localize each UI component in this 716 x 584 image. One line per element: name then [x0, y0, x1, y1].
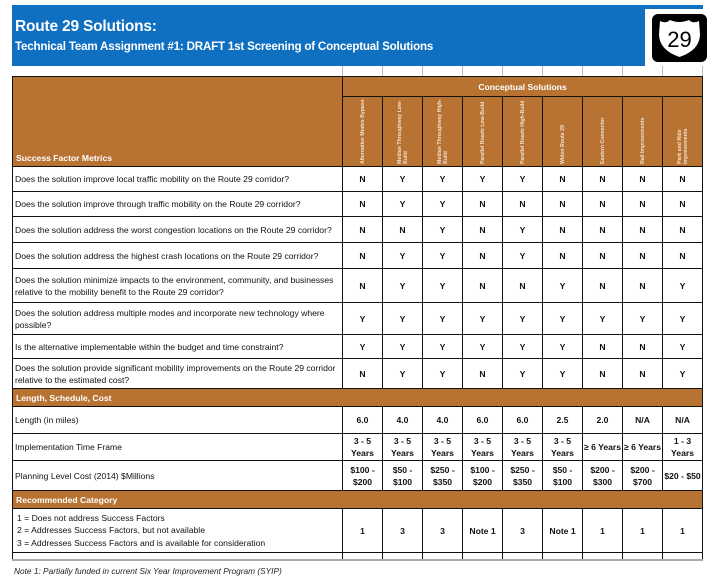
page-subtitle: Technical Team Assignment #1: DRAFT 1st Screening of Conceptual Solutions — [15, 40, 434, 53]
solution-column-header — [503, 97, 543, 167]
lsc-value-cell: $100 - $200 — [343, 461, 383, 491]
metric-value-cell: Y — [503, 217, 543, 243]
lsc-value-cell: 3 - 5 Years — [503, 434, 543, 461]
recommended-value-cell: Note 1 — [463, 509, 503, 553]
solution-header-wrap — [343, 97, 382, 166]
gridline — [382, 66, 383, 76]
lsc-value-cell: 2.5 — [543, 407, 583, 434]
solution-column-header — [383, 97, 423, 167]
empty-cell — [503, 553, 543, 561]
gridline — [462, 66, 463, 76]
length-schedule-cost-header: Length, Schedule, Cost — [13, 389, 703, 407]
recommended-value-cell: 1 — [663, 509, 703, 553]
solution-column-header — [663, 97, 703, 167]
lsc-value-cell: 1 - 3 Years — [663, 434, 703, 461]
metric-value-cell: N — [623, 359, 663, 389]
metric-value-cell: Y — [423, 335, 463, 359]
metric-value-cell: N — [503, 192, 543, 217]
metric-value-cell: N — [583, 335, 623, 359]
metric-question: Does the solution minimize impacts to the environment, community, and businesses relative to the mobility benefit to the Route 29 corridor? — [13, 269, 343, 303]
section-header-row — [13, 491, 703, 509]
solution-header-label: Median Throughway High-Build — [436, 99, 449, 164]
metric-value-cell: Y — [383, 269, 423, 303]
metric-value-cell: N — [623, 269, 663, 303]
metric-row — [13, 167, 703, 192]
metric-question: Does the solution provide significant mobility improvements on the Route 29 corridor relative to the estimated cost? — [13, 359, 343, 389]
metric-value-cell: Y — [383, 192, 423, 217]
metric-value-cell: N — [543, 167, 583, 192]
recommended-category-header: Recommended Category — [13, 491, 703, 509]
lsc-value-cell: 6.0 — [463, 407, 503, 434]
lsc-value-cell: ≥ 6 Years — [583, 434, 623, 461]
metric-value-cell: Y — [503, 167, 543, 192]
lsc-label: Planning Level Cost (2014) $Millions — [13, 461, 343, 491]
recommended-value-cell: 1 — [623, 509, 663, 553]
metric-value-cell: Y — [543, 335, 583, 359]
legend-item: 3 = Addresses Success Factors and is available for consideration — [17, 537, 266, 548]
bottom-strip — [13, 553, 703, 561]
lsc-value-cell: 3 - 5 Years — [543, 434, 583, 461]
metric-value-cell: N — [463, 269, 503, 303]
solution-header-wrap — [463, 97, 502, 166]
lsc-value-cell: 3 - 5 Years — [463, 434, 503, 461]
metric-value-cell: Y — [663, 335, 703, 359]
recommended-value-cell: 1 — [583, 509, 623, 553]
metric-question: Does the solution address multiple modes and incorporate new technology where possible? — [13, 303, 343, 335]
metric-value-cell: N — [343, 167, 383, 192]
metric-value-cell: Y — [623, 303, 663, 335]
solution-column-header — [583, 97, 623, 167]
lsc-value-cell: ≥ 6 Years — [623, 434, 663, 461]
metric-value-cell: N — [343, 243, 383, 269]
lsc-row — [13, 434, 703, 461]
metric-value-cell: N — [463, 243, 503, 269]
solution-header-label: Rail Improvements — [639, 117, 646, 164]
metric-value-cell: Y — [503, 303, 543, 335]
metric-question: Does the solution address the worst congestion locations on the Route 29 corridor? — [13, 217, 343, 243]
solution-header-wrap — [503, 97, 542, 166]
metric-value-cell: Y — [463, 335, 503, 359]
gridline — [502, 66, 503, 76]
section-header-row — [13, 389, 703, 407]
metric-question: Does the solution improve through traffic mobility on the Route 29 corridor? — [13, 192, 343, 217]
footnote: Note 1: Partially funded in current Six Year Improvement Program (SYIP) — [14, 566, 282, 576]
lsc-value-cell: $50 - $100 — [543, 461, 583, 491]
metric-value-cell: N — [623, 167, 663, 192]
metric-value-cell: Y — [663, 359, 703, 389]
metric-question: Does the solution improve local traffic mobility on the Route 29 corridor? — [13, 167, 343, 192]
solution-header-label: Alternative Modes Bypass — [359, 99, 366, 164]
lsc-value-cell: 3 - 5 Years — [343, 434, 383, 461]
lsc-value-cell: 4.0 — [423, 407, 463, 434]
empty-cell — [423, 553, 463, 561]
gridline — [342, 66, 343, 76]
solution-column-header — [463, 97, 503, 167]
metric-value-cell: N — [583, 167, 623, 192]
metric-value-cell: N — [623, 335, 663, 359]
metric-value-cell: Y — [343, 335, 383, 359]
metric-value-cell: Y — [663, 303, 703, 335]
lsc-value-cell: $20 - $50 — [663, 461, 703, 491]
page-title: Route 29 Solutions: — [15, 18, 157, 35]
metric-value-cell: Y — [543, 269, 583, 303]
metric-row — [13, 243, 703, 269]
solution-header-label: Widen Route 29 — [559, 125, 566, 164]
metric-value-cell: Y — [463, 167, 503, 192]
empty-cell — [543, 553, 583, 561]
metric-value-cell: N — [663, 167, 703, 192]
metric-value-cell: N — [343, 359, 383, 389]
metric-row — [13, 192, 703, 217]
metric-value-cell: N — [663, 243, 703, 269]
solution-header-label: Parallel Roads Low-Build — [479, 101, 486, 164]
solution-column-header — [343, 97, 383, 167]
metric-value-cell: N — [383, 217, 423, 243]
metric-value-cell: N — [663, 217, 703, 243]
lsc-label: Length (in miles) — [13, 407, 343, 434]
spacer-row — [12, 66, 703, 76]
metric-question: Does the solution address the highest crash locations on the Route 29 corridor? — [13, 243, 343, 269]
metric-row — [13, 269, 703, 303]
solution-header-label: Park and Ride Improvements — [676, 128, 689, 164]
metric-value-cell: Y — [543, 303, 583, 335]
solution-header-wrap — [623, 97, 662, 166]
us-route-shield-icon — [652, 14, 707, 62]
metric-value-cell: Y — [383, 167, 423, 192]
metric-row — [13, 303, 703, 335]
lsc-value-cell: $200 - $700 — [623, 461, 663, 491]
metric-value-cell: Y — [543, 359, 583, 389]
metric-value-cell: N — [543, 243, 583, 269]
metric-question: Is the alternative implementable within the budget and time constraint? — [13, 335, 343, 359]
recommended-value-cell: 3 — [503, 509, 543, 553]
solution-header-wrap — [543, 97, 582, 166]
lsc-value-cell: $50 - $100 — [383, 461, 423, 491]
recommended-value-cell: 1 — [343, 509, 383, 553]
screening-table — [12, 76, 703, 561]
lsc-value-cell: 6.0 — [503, 407, 543, 434]
metric-value-cell: Y — [423, 167, 463, 192]
lsc-value-cell: 3 - 5 Years — [423, 434, 463, 461]
empty-cell — [623, 553, 663, 561]
lsc-value-cell: N/A — [623, 407, 663, 434]
lsc-row — [13, 461, 703, 491]
metric-value-cell: Y — [383, 359, 423, 389]
metric-value-cell: N — [623, 217, 663, 243]
metric-value-cell: N — [343, 192, 383, 217]
recommended-value-cell: 3 — [423, 509, 463, 553]
gridline — [542, 66, 543, 76]
lsc-value-cell: $100 - $200 — [463, 461, 503, 491]
metric-value-cell: Y — [383, 303, 423, 335]
metric-value-cell: N — [463, 217, 503, 243]
metric-value-cell: Y — [503, 359, 543, 389]
solution-header-label: Eastern Connector — [599, 117, 606, 164]
lsc-value-cell: $200 - $300 — [583, 461, 623, 491]
empty-cell — [463, 553, 503, 561]
metric-value-cell: N — [583, 269, 623, 303]
gridline — [582, 66, 583, 76]
gridline — [622, 66, 623, 76]
metric-value-cell: N — [583, 359, 623, 389]
metric-value-cell: Y — [663, 269, 703, 303]
metric-value-cell: N — [663, 192, 703, 217]
solution-header-label: Median Throughway Low-Build — [396, 100, 409, 164]
gridline — [422, 66, 423, 76]
metric-value-cell: Y — [423, 217, 463, 243]
gridline — [702, 66, 703, 76]
metric-value-cell: Y — [503, 243, 543, 269]
metric-value-cell: Y — [423, 192, 463, 217]
legend-item: 2 = Addresses Success Factors, but not available — [17, 525, 205, 536]
recommended-value-cell: Note 1 — [543, 509, 583, 553]
legend-item: 1 = Does not address Success Factors — [17, 512, 165, 523]
metric-value-cell: Y — [423, 303, 463, 335]
lsc-value-cell: N/A — [663, 407, 703, 434]
lsc-value-cell: 4.0 — [383, 407, 423, 434]
metric-value-cell: N — [543, 192, 583, 217]
solution-header-label: Parallel Roads High-Build — [519, 100, 526, 164]
metric-row — [13, 217, 703, 243]
shield-number: 29 — [667, 27, 692, 52]
lsc-value-cell: $250 - $350 — [423, 461, 463, 491]
metric-value-cell: Y — [423, 243, 463, 269]
empty-cell — [583, 553, 623, 561]
metric-row — [13, 335, 703, 359]
solution-header-wrap — [663, 97, 702, 166]
metric-value-cell: Y — [383, 243, 423, 269]
category-legend — [13, 509, 343, 553]
metric-value-cell: Y — [583, 303, 623, 335]
lsc-value-cell: $250 - $350 — [503, 461, 543, 491]
metric-value-cell: N — [463, 359, 503, 389]
gridline — [662, 66, 663, 76]
metric-value-cell: N — [623, 243, 663, 269]
metric-value-cell: Y — [463, 303, 503, 335]
solution-column-header — [543, 97, 583, 167]
metric-value-cell: N — [343, 217, 383, 243]
lsc-value-cell: 6.0 — [343, 407, 383, 434]
empty-cell — [663, 553, 703, 561]
solution-header-wrap — [423, 97, 462, 166]
metric-value-cell: N — [503, 269, 543, 303]
solution-header-wrap — [583, 97, 622, 166]
recommended-row — [13, 509, 703, 553]
lsc-row — [13, 407, 703, 434]
metric-value-cell: N — [583, 217, 623, 243]
solution-column-header — [623, 97, 663, 167]
metric-value-cell: N — [583, 192, 623, 217]
empty-cell — [13, 553, 343, 561]
metric-value-cell: N — [583, 243, 623, 269]
metric-value-cell: Y — [423, 269, 463, 303]
solution-column-header — [423, 97, 463, 167]
shield-box — [645, 9, 714, 67]
lsc-label: Implementation Time Frame — [13, 434, 343, 461]
recommended-value-cell: 3 — [383, 509, 423, 553]
lsc-value-cell: 2.0 — [583, 407, 623, 434]
metric-value-cell: Y — [343, 303, 383, 335]
success-factor-metrics-header: Success Factor Metrics — [13, 77, 343, 167]
metric-value-cell: Y — [423, 359, 463, 389]
solution-header-wrap — [383, 97, 422, 166]
empty-cell — [343, 553, 383, 561]
metric-value-cell: N — [543, 217, 583, 243]
metric-value-cell: N — [623, 192, 663, 217]
metric-row — [13, 359, 703, 389]
metric-value-cell: Y — [383, 335, 423, 359]
metric-value-cell: N — [343, 269, 383, 303]
empty-cell — [383, 553, 423, 561]
metric-value-cell: Y — [503, 335, 543, 359]
conceptual-solutions-header: Conceptual Solutions — [343, 77, 703, 97]
lsc-value-cell: 3 - 5 Years — [383, 434, 423, 461]
title-banner — [12, 5, 703, 66]
metric-value-cell: N — [463, 192, 503, 217]
